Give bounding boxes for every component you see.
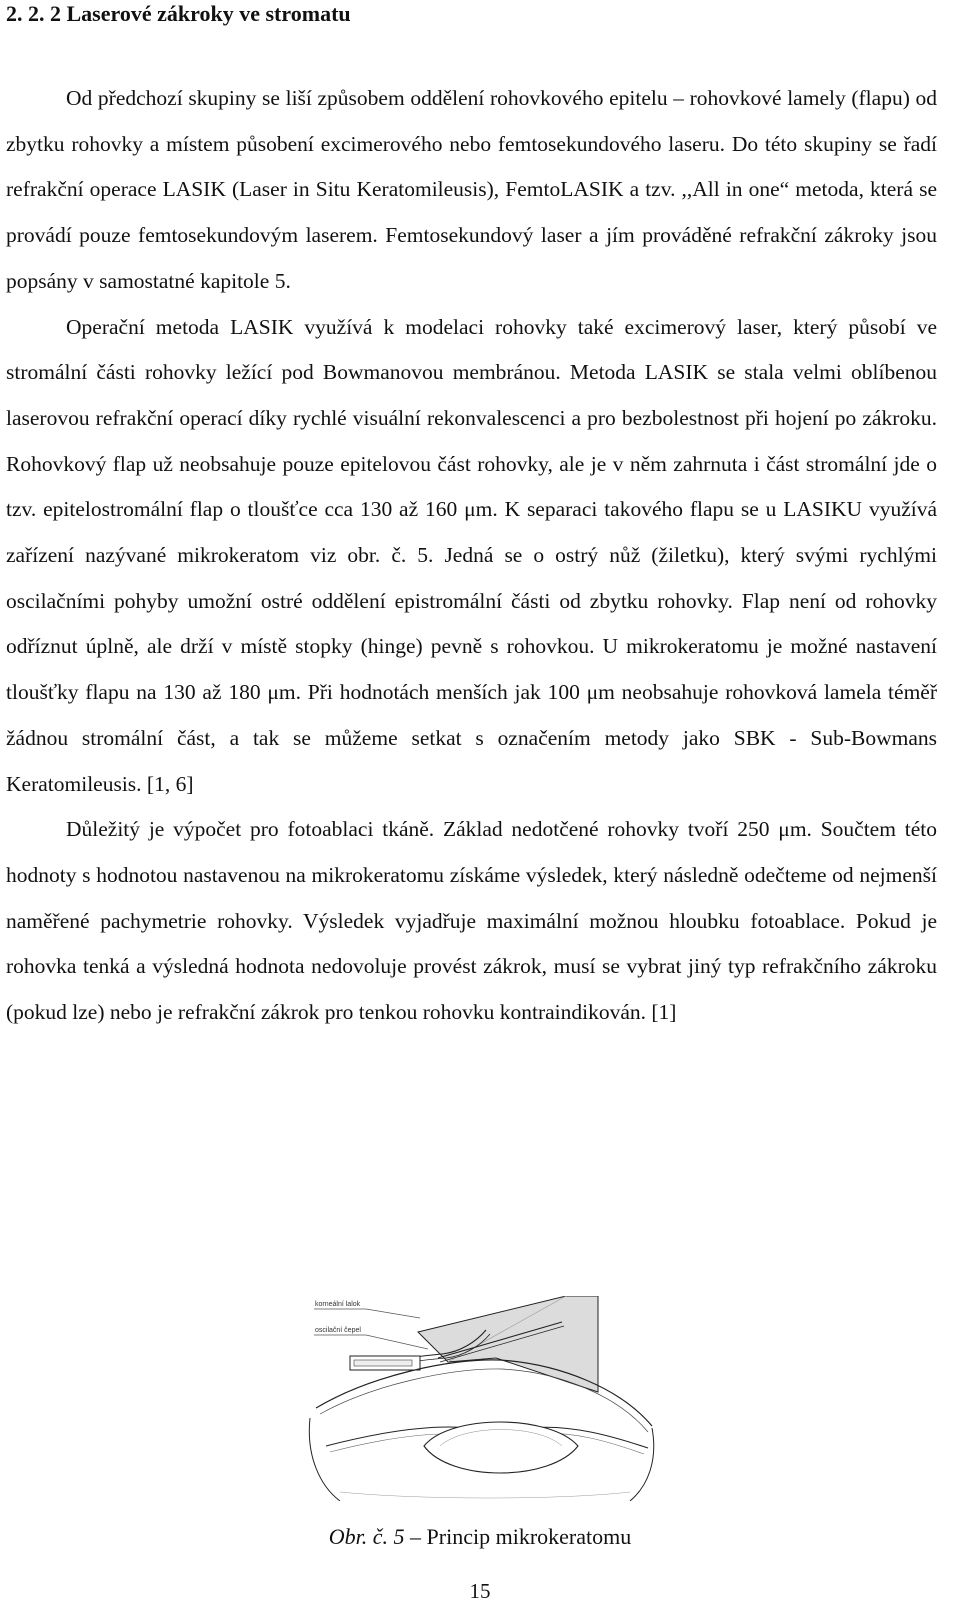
caption-label: Obr. č. 5 xyxy=(328,1524,405,1549)
label-corneal-flap: korneální lalok xyxy=(315,1301,361,1308)
microkeratome-head xyxy=(418,1296,598,1392)
section-heading: 2. 2. 2 Laserové zákroky ve stromatu xyxy=(6,1,351,26)
page-number: 15 xyxy=(469,1579,491,1603)
microkeratome-figure xyxy=(300,1296,660,1501)
caption-separator: – xyxy=(404,1524,427,1549)
paragraph-3: Důležitý je výpočet pro fotoablaci tkáně. Základ nedotčené rohovky tvoří 250 μm. Součtem této hodnoty s hodnotou nastavenou na mikrokeratomu získáme výsledek, který následně odečteme od nejmenší naměřené pachymetrie rohovky. Výsledek vyjadřuje maximální možnou hloubku fotoablace. Pokud je rohovka tenká a výsledná hodnota nedovoluje provést zákrok, musí se vybrat jiný typ refrakčního zákroku (pokud lze) nebo je refrakční zákrok pro tenkou rohovku kontraindikován. [1] xyxy=(6,817,937,1025)
body-text xyxy=(6,76,937,1036)
paragraph-2: Operační metoda LASIK využívá k modelaci rohovky také excimerový laser, který působí ve stromální části rohovky ležící pod Bowmanovou membránou. Metoda LASIK se stala velmi oblíbenou laserovou refrakční operací díky rychlé visuální rekonvalescenci a pro bezbolestnost při hojení po zákroku. Rohovkový flap už neobsahuje pouze epitelovou část rohovky, ale je v něm zahrnuta i část stromální jde o tzv. epitelostromální flap o tloušťce cca 130 až 160 μm. K separaci takového flapu se u LASIKU využívá zařízení nazývané mikrokeratom viz obr. č. 5. Jedná se o ostrý nůž (žiletku), který svými rychlými oscilačními pohyby umožní ostré oddělení epistromální části od zbytku rohovky. Flap není od rohovky odříznut úplně, ale drží v místě stopky (hinge) pevně s rohovkou. U mikrokeratomu je možné nastavení tloušťky flapu na 130 až 180 μm. Při hodnotách menších jak 100 μm neobsahuje rohovková lamela téměř žádnou stromální část, a tak se můžeme setkat s označením metody jako SBK - Sub-Bowmans Keratomileusis. [1, 6] xyxy=(6,314,937,796)
caption-text: Princip mikrokeratomu xyxy=(426,1524,632,1549)
paragraph-1: Od předchozí skupiny se liší způsobem oddělení rohovkového epitelu – rohovkové lamely (flapu) od zbytku rohovky a místem působení excimerového nebo femtosekundového laseru. Do této skupiny se řadí refrakční operace LASIK (Laser in Situ Keratomileusis), FemtoLASIK a tzv. ,,All in one“ metoda, která se provádí pouze femtosekundovým laserem. Femtosekundový laser a jím prováděné refrakční zákroky jsou popsány v samostatné kapitole 5. xyxy=(6,86,937,293)
label-oscillating-blade: oscilační čepel xyxy=(315,1327,361,1334)
microkeratome-diagram xyxy=(300,1296,660,1501)
figure-caption xyxy=(0,1523,960,1551)
